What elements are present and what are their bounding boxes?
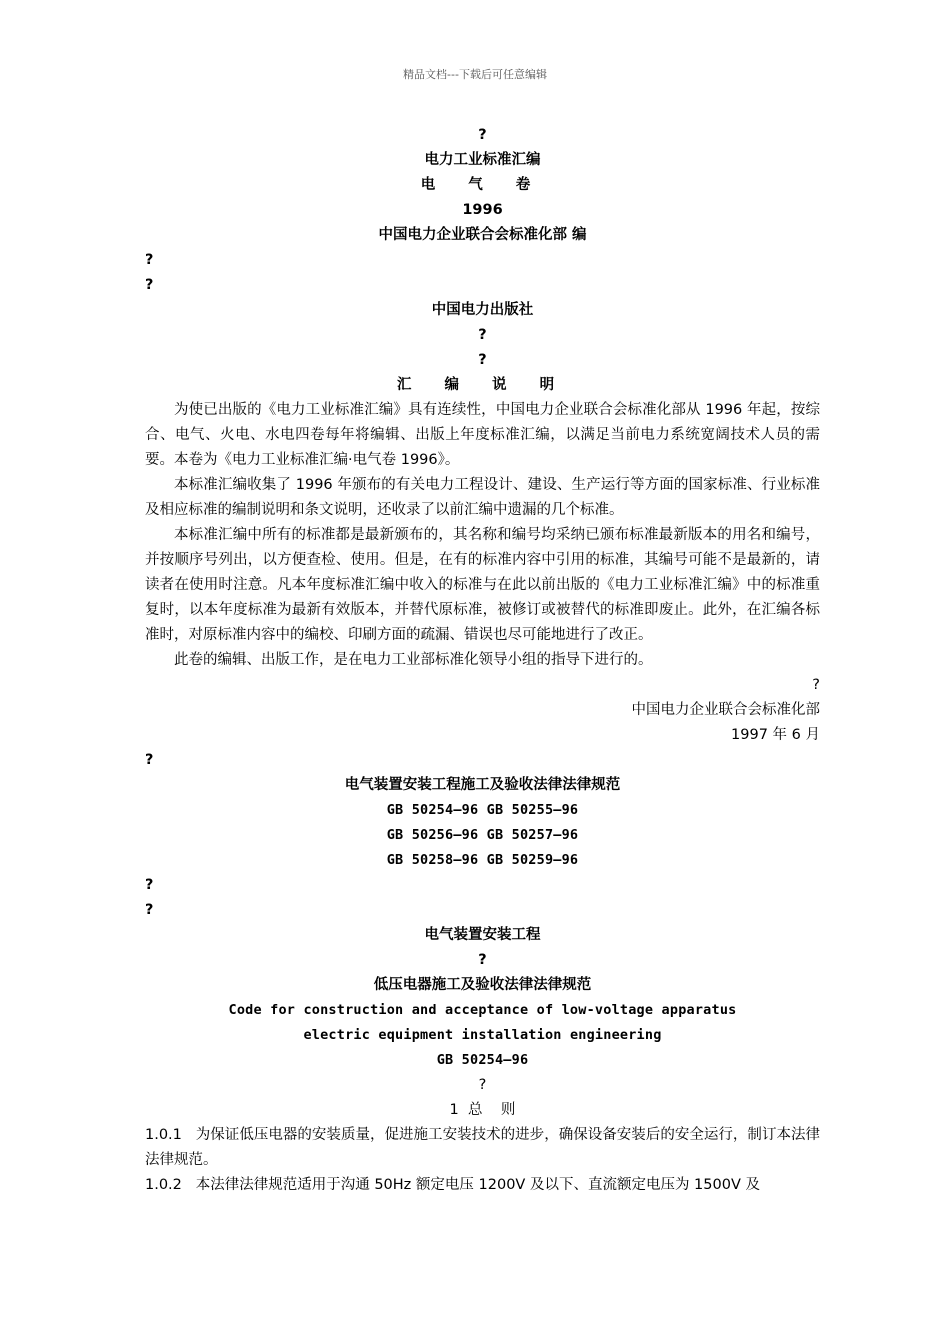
preface-heading: 汇 编 说 明: [396, 377, 569, 393]
placeholder-mark: ?: [145, 902, 154, 918]
chapter-heading: 1 总 则: [449, 1102, 516, 1118]
standard-codes: GB 50258—96 GB 50259—96: [386, 852, 579, 868]
standard-code: GB 50254—96: [436, 1052, 529, 1068]
document-body: [145, 123, 820, 1198]
placeholder-mark: ?: [145, 877, 154, 893]
english-title: electric equipment installation engineering: [303, 1027, 662, 1043]
preface-paragraph: 此卷的编辑、出版工作，是在电力工业部标准化领导小组的指导下进行的。: [174, 652, 653, 668]
placeholder-mark: ?: [145, 752, 154, 768]
placeholder-mark: ?: [478, 352, 487, 368]
placeholder-mark: ?: [145, 252, 154, 268]
book-year: 1996: [462, 202, 503, 218]
placeholder-mark: ?: [478, 127, 487, 143]
english-title: Code for construction and acceptance of low-voltage apparatus: [228, 1002, 737, 1018]
standard-title: 电气装置安装工程: [424, 927, 541, 943]
preface-paragraph: 本标准汇编收集了 1996 年颁布的有关电力工程设计、建设、生产运行等方面的国家标准、行业标准及相应标准的编制说明和条文说明，还收录了以前汇编中遗漏的几个标准。: [145, 477, 820, 518]
placeholder-mark: ?: [145, 277, 154, 293]
volume-title: 电 气 卷: [420, 177, 545, 193]
standard-codes: GB 50254—96 GB 50255—96: [386, 802, 579, 818]
book-title: 电力工业标准汇编: [424, 152, 541, 168]
collection-title: 电气装置安装工程施工及验收法律法律规范: [344, 777, 621, 793]
placeholder-mark: ?: [478, 952, 487, 968]
clause-1-0-2: 1.0.2 本法律法律规范适用于沟通 50Hz 额定电压 1200V 及以下、直流额定电压为 1500V 及: [145, 1177, 760, 1193]
preface-paragraph: 为使已出版的《电力工业标准汇编》具有连续性，中国电力企业联合会标准化部从 1996 年起，按综合、电气、火电、水电四卷每年将编辑、出版上年度标准汇编，以满足当前电力系统宽阔技术人员的需要。本卷为《电力工业标准汇编·电气卷 1996》。: [145, 402, 820, 468]
preface-organization: 中国电力企业联合会标准化部: [631, 702, 820, 718]
placeholder-mark: ?: [478, 327, 487, 343]
book-editor: 中国电力企业联合会标准化部 编: [378, 227, 587, 243]
standard-codes: GB 50256—96 GB 50257—96: [386, 827, 579, 843]
clause-1-0-1: 1.0.1 为保证低压电器的安装质量，促进施工安装技术的进步，确保设备安装后的安全运行，制订本法律法律规范。: [145, 1127, 820, 1168]
standard-subtitle: 低压电器施工及验收法律法律规范: [373, 977, 592, 993]
preface-date: 1997 年 6 月: [731, 727, 820, 743]
page-header: 精品文档---下载后可任意编辑: [403, 68, 547, 81]
placeholder-mark: ?: [478, 1077, 487, 1093]
publisher: 中国电力出版社: [431, 302, 534, 318]
placeholder-mark: ?: [812, 677, 820, 693]
preface-paragraph: 本标准汇编中所有的标准都是最新颁布的，其名称和编号均采纳已颁布标准最新版本的用名和编号，并按顺序号列出，以方便查检、使用。但是，在有的标准内容中引用的标准，其编号可能不是最新的，请读者在使用时注意。凡本年度标准汇编中收入的标准与在此以前出版的《电力工业标准汇编》中的标准重复时，以本年度标准为最新有效版本，并替代原标准，被修订或被替代的标准即废止。此外，在汇编各标准时，对原标准内容中的编校、印刷方面的疏漏、错误也尽可能地进行了改正。: [145, 527, 820, 643]
